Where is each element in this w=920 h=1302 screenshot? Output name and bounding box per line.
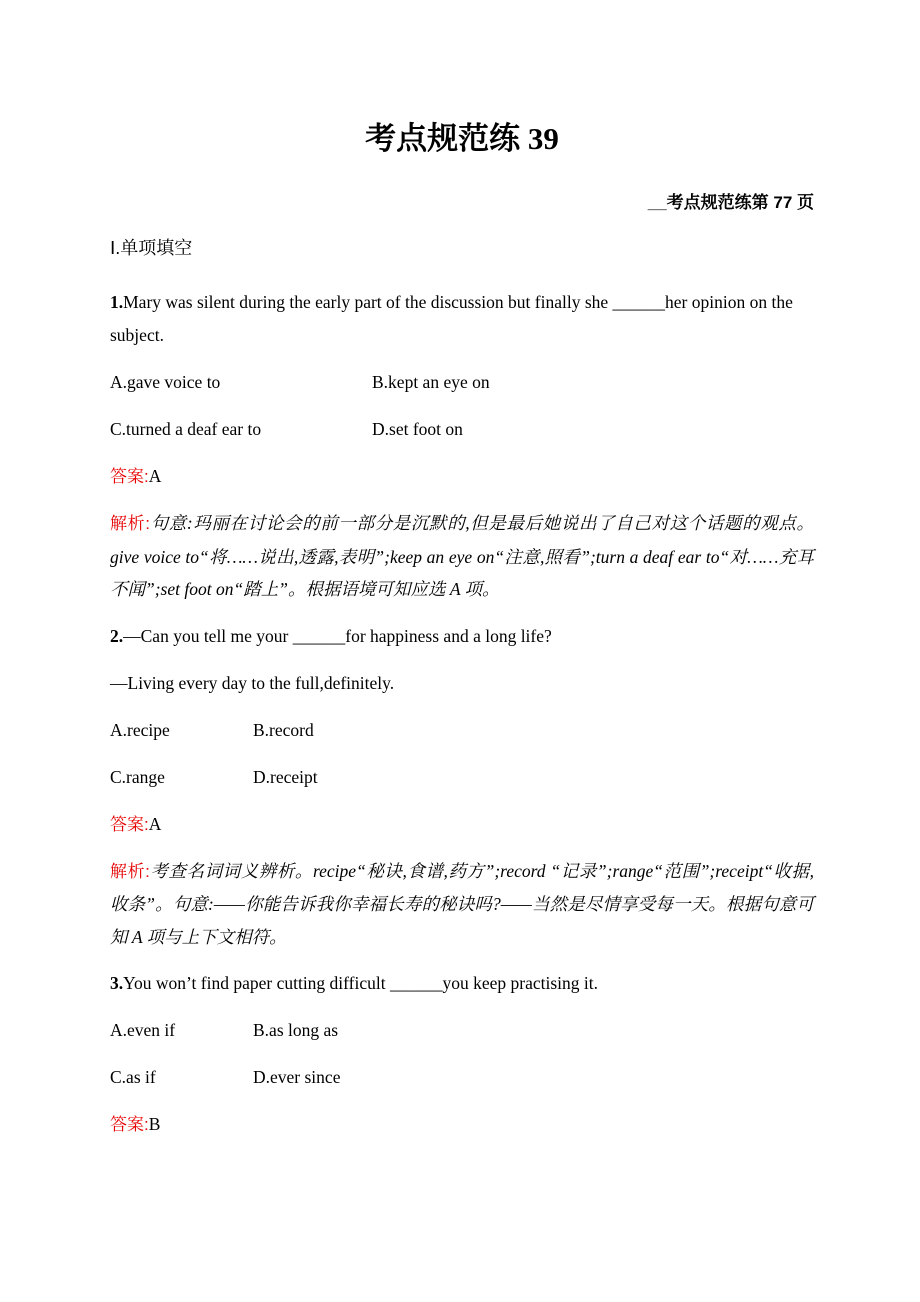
answer-label: 答案:: [110, 1115, 149, 1134]
question-block-3: [110, 967, 814, 1141]
analysis-line: [110, 855, 814, 954]
option-b: B.record: [253, 719, 314, 740]
question-text: Mary was silent during the early part of the discussion but finally she ______her opinion on the subject.: [110, 292, 793, 345]
option-c: C.as if: [110, 1067, 156, 1087]
answer-letter: B: [148, 1114, 161, 1134]
options-row: [110, 714, 814, 747]
options-row: [110, 413, 814, 446]
options-row: [110, 1061, 814, 1094]
option-d: D.set foot on: [372, 419, 463, 439]
section-heading: Ⅰ.单项填空: [110, 238, 193, 258]
option-c: C.range: [110, 766, 165, 787]
answer-line: [110, 1108, 814, 1141]
question-stem-reply: —Living every day to the full,definitely.: [110, 672, 395, 693]
analysis-text: 考查名词词义辨析。recipe“秘诀,食谱,药方”;record “记录”;range“范围”;receipt“收据,收条”。句意:——你能告诉我你幸福长寿的秘诀吗?——当然是尽情享受每一天。根据句意可知 A 项与上下文相符。: [110, 860, 814, 947]
question-stem: [110, 286, 814, 352]
analysis-line: [110, 507, 814, 606]
answer-line: [110, 808, 814, 841]
analysis-label: 解析:: [110, 514, 150, 533]
question-stem: [110, 620, 814, 653]
question-text: You won’t find paper cutting difficult ______you keep practising it.: [123, 973, 599, 993]
answer-label: 答案:: [110, 814, 149, 834]
options-row: [110, 366, 814, 399]
option-a: A.even if: [110, 1020, 176, 1040]
option-b: B.as long as: [253, 1020, 339, 1040]
question-stem: [110, 967, 814, 1000]
option-d: D.ever since: [253, 1067, 341, 1087]
question-block-1: [110, 286, 814, 606]
question-number: 3.: [110, 973, 124, 993]
analysis-text: 句意:玛丽在讨论会的前一部分是沉默的,但是最后她说出了自己对这个话题的观点。give voice to“将……说出,透露,表明”;keep an eye on“注意,照看”;turn a deaf ear to“对……充耳不闻”;set foot on“踏上”。根据语境可知应选 A 项。: [110, 513, 814, 599]
question-number: 1.: [110, 292, 124, 312]
page-reference: __考点规范练第 77 页: [647, 193, 814, 212]
option-c: C.turned a deaf ear to: [110, 419, 262, 439]
analysis-label: 解析:: [110, 861, 150, 881]
options-row: [110, 761, 814, 794]
answer-line: [110, 460, 814, 493]
option-a: A.gave voice to: [110, 372, 221, 392]
question-block-2: [110, 620, 814, 954]
answer-letter: A: [148, 813, 162, 834]
question-number: 2.: [110, 625, 124, 646]
option-d: D.receipt: [253, 766, 318, 787]
answer-letter: A: [148, 466, 162, 486]
document-content: [110, 0, 814, 1155]
question-text: —Can you tell me your ______for happiness and a long life?: [123, 625, 552, 646]
option-b: B.kept an eye on: [372, 372, 490, 392]
options-row: [110, 1014, 814, 1047]
answer-label: 答案:: [110, 467, 149, 486]
page-title: 考点规范练 39: [365, 121, 559, 156]
option-a: A.recipe: [110, 719, 170, 740]
